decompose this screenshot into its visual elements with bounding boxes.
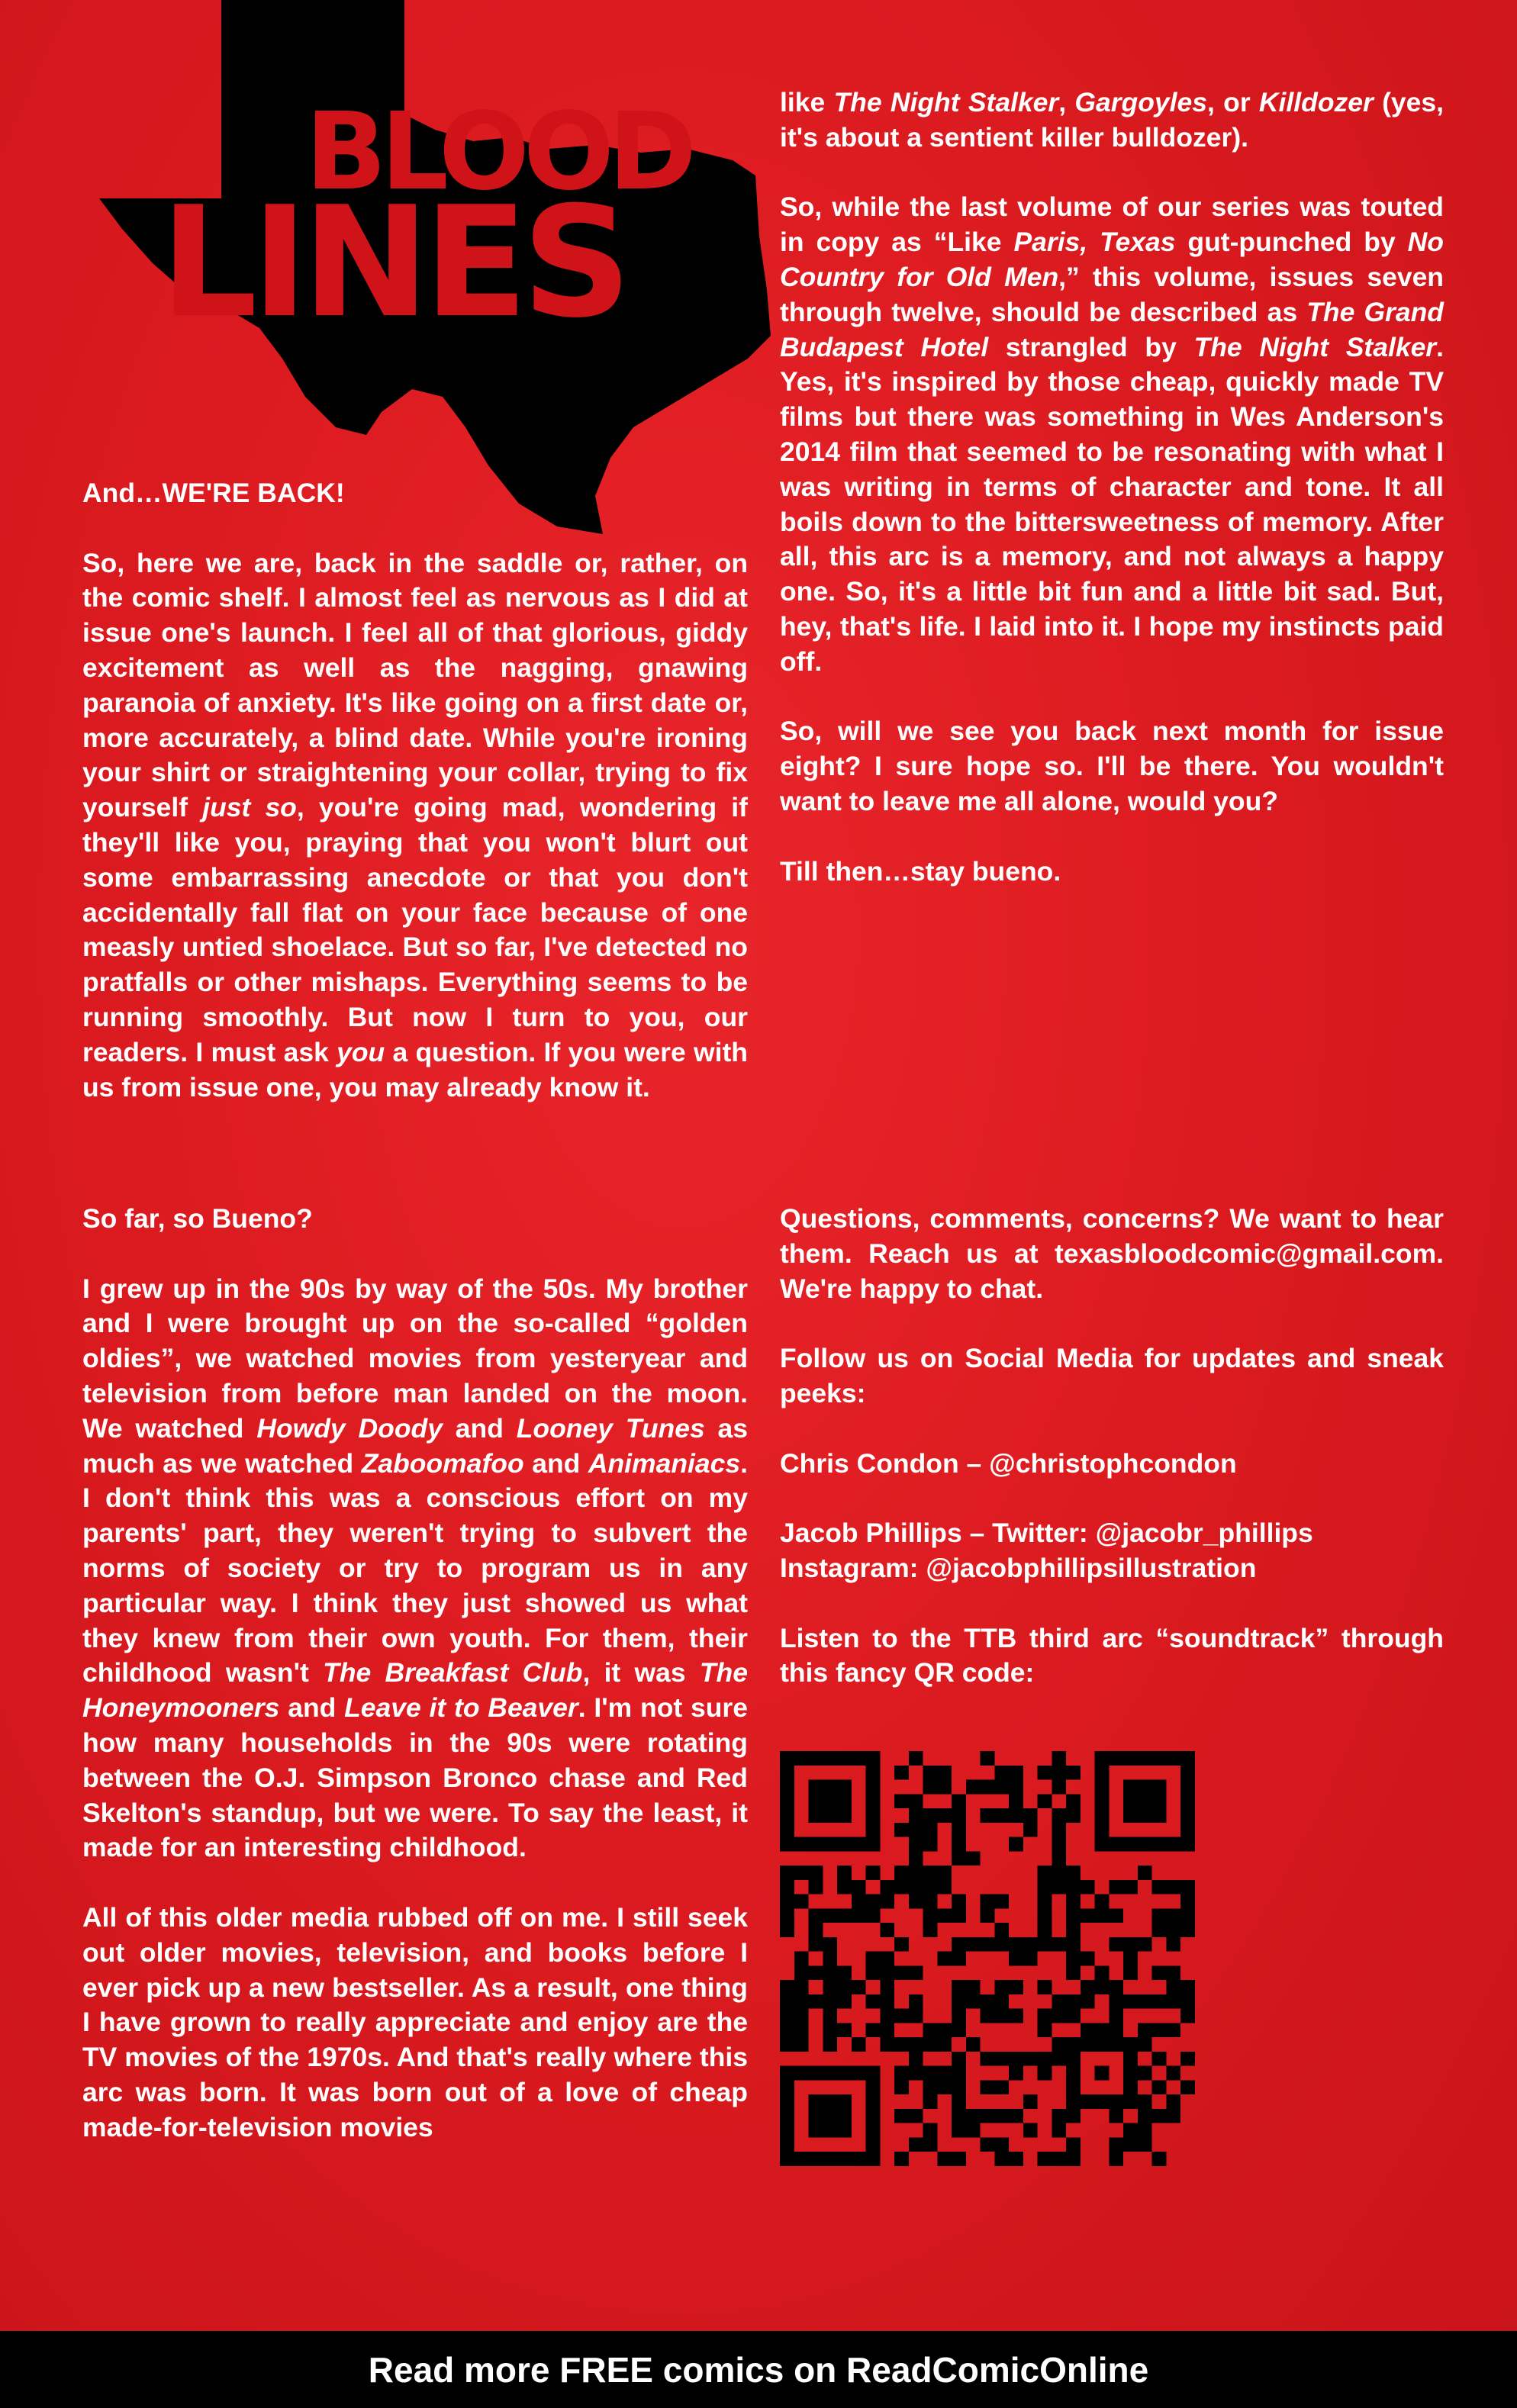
paragraph: Jacob Phillips – Twitter: @jacobr_phillips Instagram: @jacobphillipsillustration	[780, 1518, 1313, 1583]
paragraph: Follow us on Social Media for updates and sneak peeks:	[780, 1343, 1444, 1408]
column-right-top	[780, 85, 1444, 924]
paragraph: So far, so Bueno?	[82, 1203, 313, 1234]
column-right-bottom	[780, 1202, 1444, 1726]
qr-code-icon[interactable]	[780, 1751, 1195, 2166]
paragraph: Listen to the TTB third arc “soundtrack” through this fancy QR code:	[780, 1622, 1444, 1688]
paragraph: So, while the last volume of our series was touted in copy as “Like Paris, Texas gut-punched by No Country for Old Men,” this volume, issues seven through twelve, should be described as The Grand Budapest Hotel strangled by The Night Stalker. Yes, it's inspired by those cheap, quickly made TV films but there was something in Wes Anderson's 2014 film that seemed to be resonating with what I was writing in terms of character and tone. It all boils down to the bittersweetness of memory. After all, this arc is a memory, and not always a happy one. So, it's a little bit fun and a little bit sad. But, hey, that's life. I laid into it. I hope my instincts paid off.	[780, 192, 1444, 677]
title-lines: LINES	[160, 174, 626, 352]
paragraph: All of this older media rubbed off on me. I still seek out older movies, television, and books before I ever pick up a new bestseller. As a result, one thing I have grown to really appreciate and enjoy are the TV movies of the 1970s. And that's really where this arc was born. It was born out of a love of cheap made-for-television movies	[82, 1901, 748, 2142]
paragraph: Questions, comments, concerns? We want to hear them. Reach us at texasbloodcomic@gmail.com. We're happy to chat.	[780, 1203, 1444, 1304]
column-left-top	[82, 476, 748, 1140]
column-left-bottom	[82, 1202, 748, 2180]
paragraph: And…WE'RE BACK!	[82, 478, 345, 508]
paragraph: So, here we are, back in the saddle or, rather, on the comic shelf. I almost feel as nervous as I did at issue one's launch. I feel all of that glorious, giddy excitement as well as the nagging, gnawing paranoia of anxiety. It's like going on a first date or, more accurately, a blind date. While you're ironing your shirt or straightening your collar, trying to fix yourself just so, you're going mad, wondering if they'll like you, praying that you won't blurt out some embarrassing anecdote or that you don't accidentally fall flat on your face because of one measly untied shoelace. But so far, I've detected no pratfalls or other mishaps. Everything seems to be running smoothly. But now I turn to you, our readers. I must ask you a question. If you were with us from issue one, you may already know it.	[82, 547, 748, 1103]
title-blood: BLOOD	[305, 90, 691, 214]
footer-text[interactable]: Read more FREE comics on ReadComicOnline	[368, 2349, 1149, 2390]
paragraph: Till then…stay bueno.	[780, 855, 1061, 887]
paragraph: like The Night Stalker, Gargoyles, or Killdozer (yes, it's about a sentient killer bulldozer).	[780, 87, 1445, 153]
footer-banner	[0, 2331, 1517, 2408]
paragraph: So, will we see you back next month for issue eight? I sure hope so. I'll be there. You wouldn't want to leave me all alone, would you?	[780, 716, 1444, 816]
paragraph: Chris Condon – @christophcondon	[780, 1447, 1237, 1479]
paragraph: I grew up in the 90s by way of the 50s. My brother and I were brought up on the so-called “golden oldies”, we watched movies from yesteryear and television from before man landed on the moon. We watched Howdy Doody and Looney Tunes as much as we watched Zaboomafoo and Animaniacs. I don't think this was a conscious effort on my parents' part, they weren't trying to subvert the norms of society or try to program us in any particular way. I think they just showed us what they knew from their own youth. For them, their childhood wasn't The Breakfast Club, it was The Honeymooners and Leave it to Beaver. I'm not sure how many households in the 90s were rotating between the O.J. Simpson Bronco chase and Red Skelton's standup, but we were. To say the least, it made for an interesting childhood.	[82, 1273, 749, 1863]
